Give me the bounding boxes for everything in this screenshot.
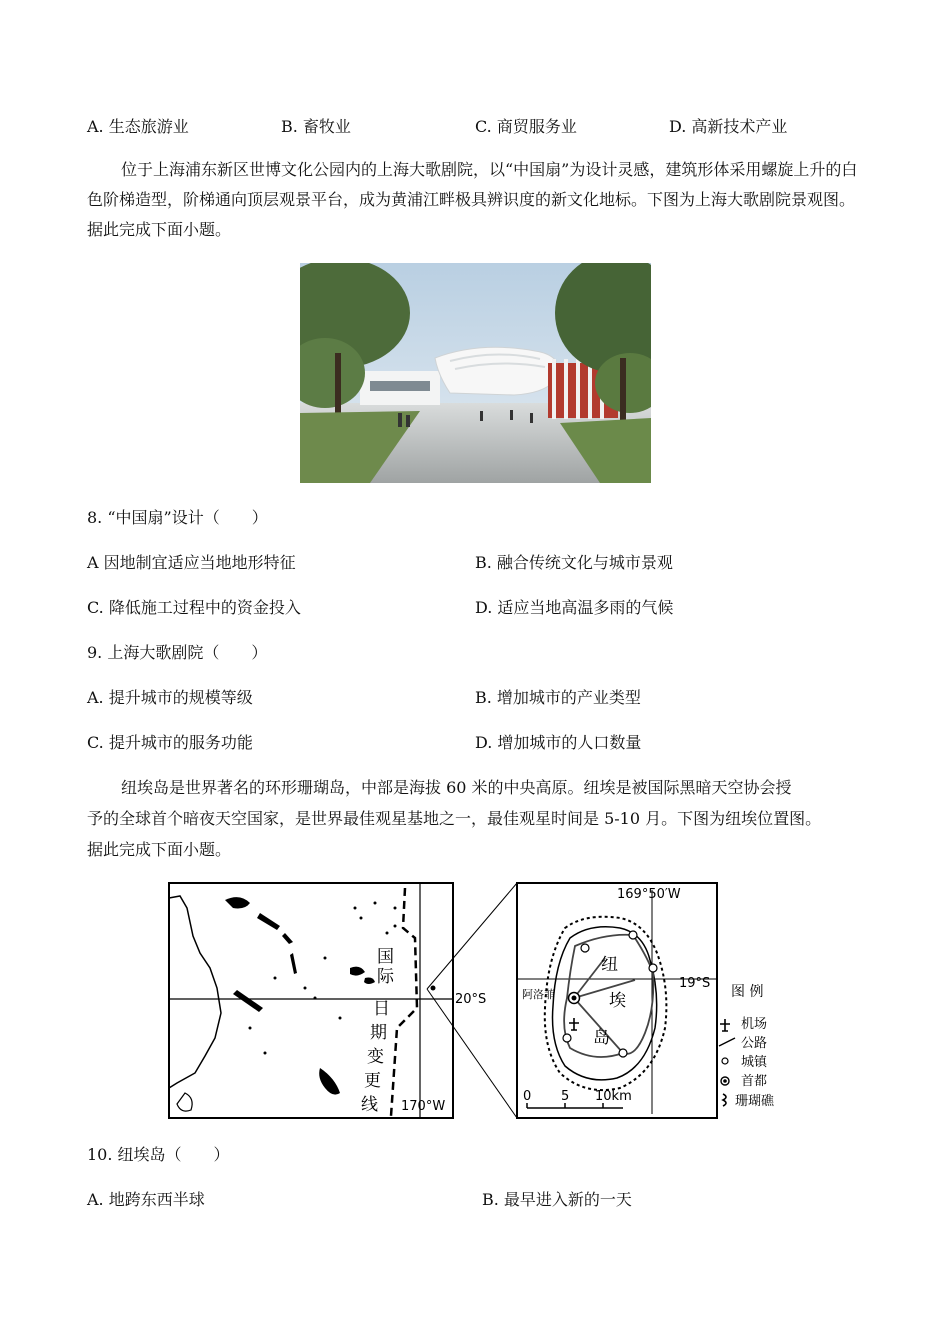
legend-airport: 机场 xyxy=(741,1017,768,1032)
legend-capital: 首都 xyxy=(741,1074,768,1089)
q8-option-c: C. 降低施工过程中的资金投入 xyxy=(87,598,301,617)
legend-coral-reef: 珊瑚礁 xyxy=(735,1094,775,1109)
passage-niue-line1: 纽埃岛是世界著名的环形珊瑚岛，中部是海拔 60 米的中央高原。纽埃是被国际黑暗天空协会授 xyxy=(121,778,792,797)
q7-option-c: C. 商贸服务业 xyxy=(475,117,577,136)
q8-option-b: B. 融合传统文化与城市景观 xyxy=(475,553,673,572)
lon-169-50w-label: 169°50′W xyxy=(617,887,681,902)
q9-option-b: B. 增加城市的产业类型 xyxy=(475,688,641,707)
q8-option-a: A 因地制宜适应当地地形特征 xyxy=(87,553,296,572)
q10-stem: 10. 纽埃岛（ ） xyxy=(87,1145,230,1164)
legend-town: 城镇 xyxy=(741,1055,768,1070)
q7-option-d: D. 高新技术产业 xyxy=(669,117,788,136)
opera-house-photo xyxy=(300,263,651,483)
q10-option-a: A. 地跨东西半球 xyxy=(87,1190,205,1209)
q8-option-d: D. 适应当地高温多雨的气候 xyxy=(475,598,674,617)
q7-option-a: A. 生态旅游业 xyxy=(87,117,189,136)
legend-title: 图 例 xyxy=(731,984,764,1000)
passage-niue-line2: 予的全球首个暗夜天空国家，是世界最佳观星基地之一，最佳观星时间是 5-10 月。下图为纽埃位置图。 xyxy=(87,809,822,828)
niue-location-map xyxy=(165,878,790,1123)
q10-option-b: B. 最早进入新的一天 xyxy=(482,1190,632,1209)
dateline-char: 变 xyxy=(367,1047,384,1067)
q9-stem: 9. 上海大歌剧院（ ） xyxy=(87,643,268,662)
scale-10km: 10km xyxy=(595,1089,632,1104)
island-char: 埃 xyxy=(609,991,626,1011)
scale-0: 0 xyxy=(523,1089,532,1104)
lon-170w-label: 170°W xyxy=(401,1099,446,1114)
dateline-char: 线 xyxy=(361,1095,378,1115)
passage-opera-house: 位于上海浦东新区世博文化公园内的上海大歌剧院，以“中国扇”为设计灵感，建筑形体采用螺旋上升的白色阶梯造型，阶梯通向顶层观景平台，成为黄浦江畔极具辨识度的新文化地标。下图为上海大歌剧院景观图。据此完成下面小题。 xyxy=(87,160,858,239)
coral-reef-icon xyxy=(723,1094,726,1106)
scale-5: 5 xyxy=(561,1089,570,1104)
q9-option-a: A. 提升城市的规模等级 xyxy=(87,688,253,707)
passage-niue-line3: 据此完成下面小题。 xyxy=(87,840,232,859)
dateline-char: 更 xyxy=(364,1071,381,1091)
dateline-char: 际 xyxy=(377,967,394,987)
q7-option-b: B. 畜牧业 xyxy=(281,117,351,136)
dateline-char: 日 xyxy=(373,999,390,1019)
lat-19s-label: 19°S xyxy=(679,976,711,991)
dateline-char: 期 xyxy=(370,1023,387,1043)
q9-option-d: D. 增加城市的人口数量 xyxy=(475,733,642,752)
dateline-char: 国 xyxy=(377,947,394,967)
road-icon xyxy=(719,1038,735,1046)
capital-label: 阿洛菲 xyxy=(522,988,555,1001)
q9-option-c: C. 提升城市的服务功能 xyxy=(87,733,253,752)
town-icon xyxy=(722,1058,728,1064)
island-char: 纽 xyxy=(601,955,618,975)
legend-road: 公路 xyxy=(741,1036,768,1051)
airport-icon xyxy=(720,1019,730,1031)
q8-stem: 8. “中国扇”设计（ ） xyxy=(87,508,268,527)
island-char: 岛 xyxy=(593,1028,610,1048)
lat-20s-label: 20°S xyxy=(455,992,487,1007)
